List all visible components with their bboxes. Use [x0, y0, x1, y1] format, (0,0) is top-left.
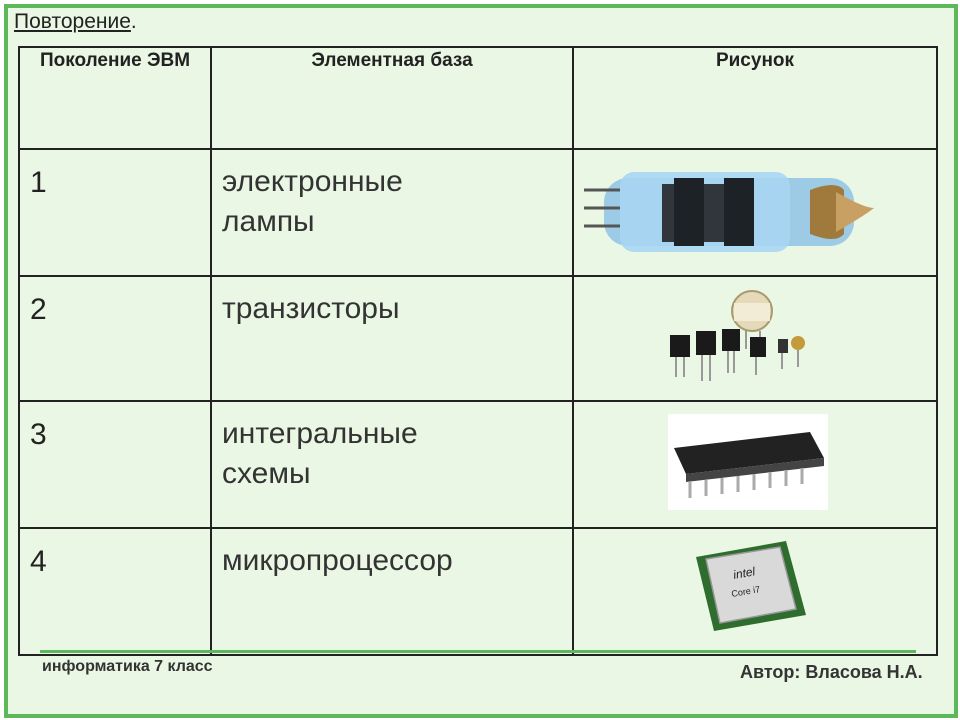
generation-number: 1	[19, 149, 211, 276]
vacuum-tube-picture	[573, 149, 937, 276]
header-generation: Поколение ЭВМ	[19, 47, 211, 149]
table-row	[19, 149, 937, 276]
transistors-picture	[573, 276, 937, 401]
element-base-line1: микропроцессор	[222, 544, 453, 577]
integrated-circuit-image	[574, 402, 936, 522]
integrated-circuit-picture	[573, 401, 937, 528]
slide-title	[14, 10, 137, 34]
element-base	[211, 149, 573, 276]
element-base-line1: электронные	[222, 165, 403, 198]
vacuum-tube-image	[574, 150, 936, 270]
element-base	[211, 276, 573, 401]
footer-divider	[40, 650, 916, 653]
element-base-line1: транзисторы	[222, 292, 400, 325]
table-header-row	[19, 47, 937, 149]
element-base-line2: схемы	[222, 457, 311, 490]
element-base	[211, 528, 573, 655]
generation-number: 3	[19, 401, 211, 528]
title-text: Повторение	[14, 10, 131, 33]
generation-number: 2	[19, 276, 211, 401]
table-row	[19, 401, 937, 528]
microprocessor-image	[574, 529, 936, 649]
generation-number: 4	[19, 528, 211, 655]
transistors-image	[574, 277, 936, 395]
title-dot: .	[130, 10, 137, 33]
cpu-logo-text: intel	[732, 564, 757, 582]
table-row	[19, 528, 937, 655]
element-base	[211, 401, 573, 528]
cpu-model-text: Core i7	[730, 584, 761, 599]
generations-table	[18, 46, 938, 656]
header-element-base: Элементная база	[211, 47, 573, 149]
element-base-line2: лампы	[222, 205, 315, 238]
microprocessor-picture	[573, 528, 937, 655]
header-picture: Рисунок	[573, 47, 937, 149]
element-base-line1: интегральные	[222, 417, 418, 450]
footer-author: Автор: Власова Н.А.	[740, 662, 923, 682]
table-row	[19, 276, 937, 401]
footer-subject: информатика 7 класс	[42, 658, 213, 675]
